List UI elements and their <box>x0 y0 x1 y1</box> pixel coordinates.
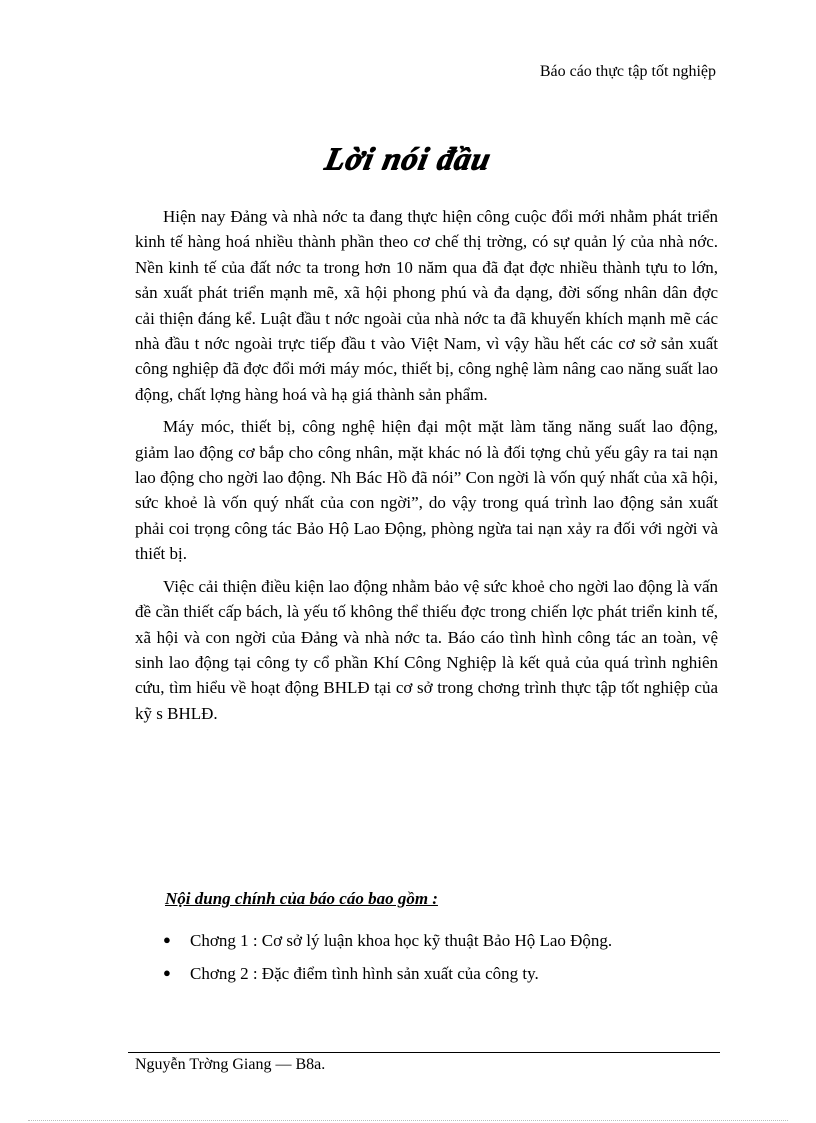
list-item-text: Chơng 2 : Đặc điểm tình hình sản xuất của công ty. <box>190 964 539 983</box>
footer-divider <box>128 1052 720 1053</box>
body-text <box>135 204 718 733</box>
running-header: Báo cáo thực tập tốt nghiệp <box>539 63 716 80</box>
bullet-icon: ● <box>163 932 171 947</box>
page-edge-divider <box>28 1120 788 1121</box>
page-title: Lời nói đầu <box>321 140 495 176</box>
contents-heading: Nội dung chính của báo cáo bao gồm : <box>165 889 438 908</box>
paragraph: Máy móc, thiết bị, công nghệ hiện đại một mặt làm tăng năng suất lao động, giảm lao động cơ bắp cho công nhân, mặt khác nó là đối tợng chủ yếu gây ra tai nạn lao động cho ngời lao động. Nh Bác Hồ đã nói” Con ngời là vốn quý nhất của xã hội, sức khoẻ là vốn quý nhất của con ngời”, do vậy trong quá trình lao động sản xuất phải coi trọng công tác Bảo Hộ Lao Động, phòng ngừa tai nạn xảy ra đối với ngời và thiết bị. <box>135 417 718 564</box>
paragraph: Hiện nay Đảng và nhà nớc ta đang thực hiện công cuộc đổi mới nhằm phát triển kinh tế hàng hoá nhiều thành phần theo cơ chế thị trờng, có sự quản lý của nhà nớc. Nền kinh tế của đất nớc ta trong hơn 10 năm qua đã đạt đợc nhiều thành tựu to lớn, sản xuất phát triển mạnh mẽ, xã hội phong phú và đa dạng, đời sống nhân dân đợc cải thiện đáng kể. Luật đầu t nớc ngoài của nhà nớc ta đã khuyến khích mạnh mẽ các nhà đầu t nớc ngoài trực tiếp đầu t vào Việt Nam, vì vậy hầu hết các cơ sở sản xuất công nghiệp đã đợc đổi mới máy móc, thiết bị, công nghệ làm nâng cao năng suất lao động, chất lợng hàng hoá và hạ giá thành sản phẩm. <box>135 207 718 404</box>
list-item <box>163 961 612 993</box>
bullet-icon: ● <box>163 965 171 980</box>
list-item-text: Chơng 1 : Cơ sở lý luận khoa học kỹ thuật Bảo Hộ Lao Động. <box>190 931 613 950</box>
paragraph: Việc cải thiện điều kiện lao động nhằm bảo vệ sức khoẻ cho ngời lao động là vấn đề cần thiết cấp bách, là yếu tố không thể thiếu đợc trong chiến lợc phát triển kinh tế, xã hội và con ngời của Đảng và nhà nớc ta. Báo cáo tình hình công tác an toàn, vệ sinh lao động tại công ty cổ phần Khí Công Nghiệp là kết quả của quá trình nghiên cứu, tìm hiểu về hoạt động BHLĐ tại cơ sở trong chơng trình thực tập tốt nghiệp của kỹ s BHLĐ. <box>135 576 718 723</box>
contents-list <box>163 928 612 994</box>
footer-author: Nguyễn Trờng Giang — B8a. <box>135 1056 326 1073</box>
list-item <box>163 928 612 960</box>
